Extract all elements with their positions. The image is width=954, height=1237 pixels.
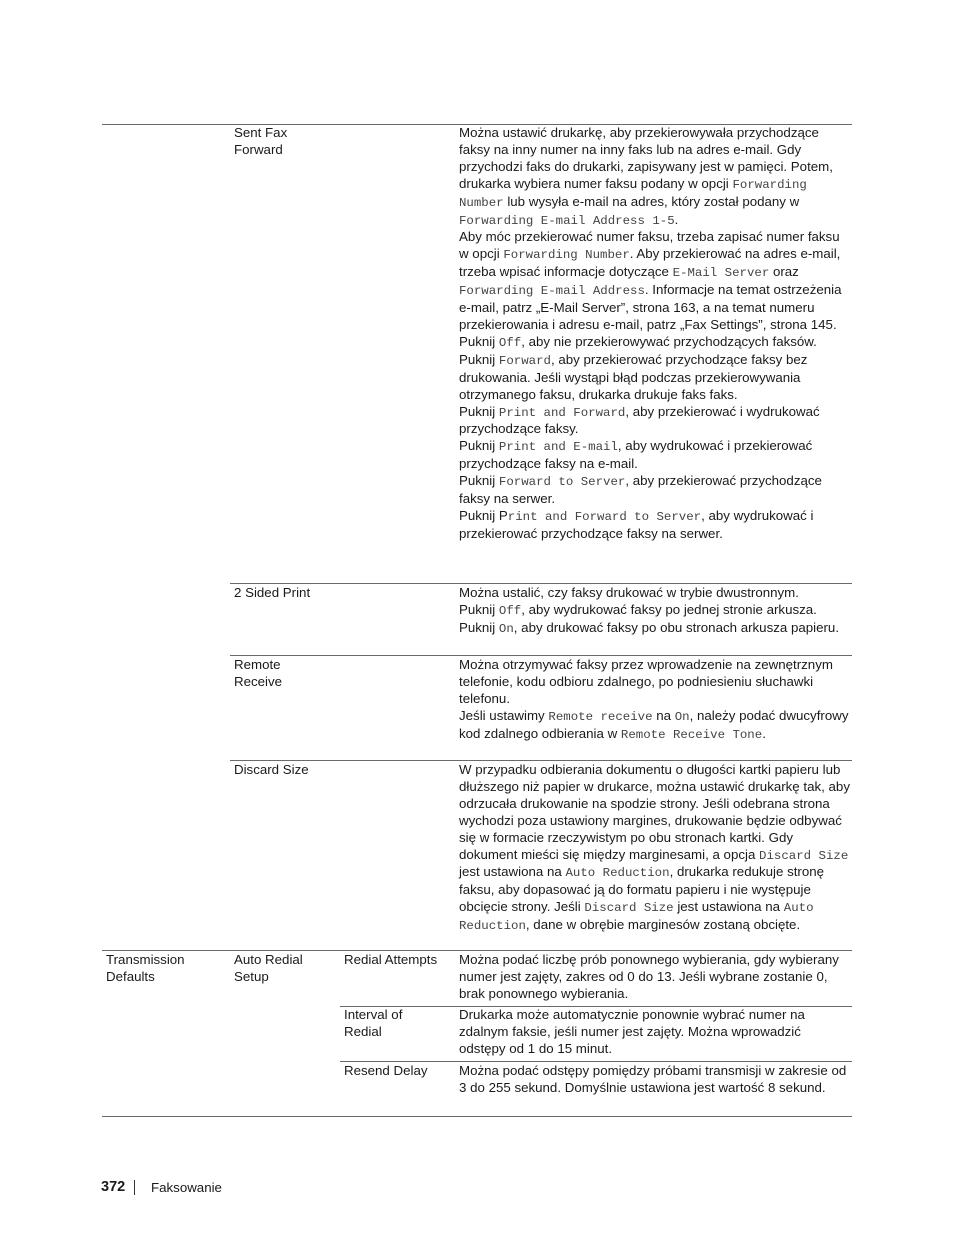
description-text: , drukarka redukuje stronę faksu, aby dopasować ją do formatu papieru i nie występuje obcięcie strony. Jeśli — [459, 864, 825, 915]
description-text: , aby wydrukować i przekierować przychodzące faksy na serwer. — [459, 507, 814, 541]
setting-value-text: On — [674, 709, 690, 724]
description-paragraph — [459, 334, 851, 352]
group-name-transmission-defaults: Transmission Defaults — [106, 952, 185, 984]
description-paragraph — [459, 602, 851, 620]
setting-description-redial-attempts — [459, 952, 851, 1003]
setting-description-resend-delay — [459, 1063, 851, 1097]
row-divider — [102, 950, 852, 951]
setting-name-2-sided-print: 2 Sided Print — [234, 585, 311, 600]
setting-description-sent-fax-forward — [459, 125, 851, 543]
description-paragraph — [459, 352, 851, 404]
description-text: . — [674, 211, 679, 227]
setting-value-text: Off — [498, 603, 522, 618]
description-paragraph — [459, 620, 851, 638]
description-paragraph — [459, 473, 851, 508]
description-text: . Informacje na temat ostrzeżenia e-mail, patrz „E-Mail Server”, strona 163, a na temat numeru przekierowania i adresu e-mail, patrz „Fax Settings”, strona 145. — [459, 282, 842, 332]
subgroup-name-auto-redial-setup: Auto Redial Setup — [234, 952, 303, 984]
description-paragraph — [459, 508, 851, 543]
description-text: Można podać liczbę prób ponownego wybierania, gdy wybierany numer jest zajęty, zakres od 0 do 13. Jeśli wybrane zostanie 0, brak ponownego wybierania. — [459, 952, 839, 1001]
description-text: Puknij — [459, 619, 499, 635]
description-text: Puknij — [459, 403, 499, 419]
setting-name-redial-attempts: Redial Attempts — [344, 952, 438, 967]
description-paragraph — [459, 1063, 851, 1097]
description-text: , aby nie przekierowywać przychodzących faksów. — [521, 333, 817, 349]
page-number: 372 — [101, 1179, 126, 1195]
description-text: , aby przekierować przychodzące faksy na serwer. — [459, 473, 822, 507]
setting-value-text: Forwarding Number — [459, 177, 807, 210]
description-text: W przypadku odbierania dokumentu o długości kartki papieru lub dłuższego niż papier w drukarce, można ustawić drukarkę tak, aby odrzucała drukowanie na spodzie strony. Jeśli odebrana strona wychodzi poza ustawiony margines, drukowanie będzie odbywać się w formacie rzeczywistym po obu stronach kartki. Gdy dokument mieści się między marginesami, a opcja — [459, 762, 850, 862]
description-text: Puknij — [459, 438, 499, 454]
description-text: Drukarka może automatycznie ponownie wybrać numer na zdalnym faksie, jeśli numer jest zajęty. Można wprowadzić odstępy od 1 do 15 minut. — [459, 1007, 805, 1056]
setting-name-remote-receive: Remote Receive — [234, 657, 283, 689]
description-paragraph — [459, 404, 851, 439]
setting-name-discard-size: Discard Size — [234, 762, 309, 777]
description-text: jest ustawiona na — [673, 899, 784, 915]
description-text: Można ustawić drukarkę, aby przekierowywała przychodzące faksy na inny numer na inny faks lub na adres e-mail. Gdy przychodzi faks do drukarki, zapisywany jest w pamięci. Potem, drukarka wybiera numer faksu podany w opcji — [459, 125, 833, 191]
setting-value-text: Forwarding E-mail Address 1-5 — [459, 213, 675, 228]
description-text: Puknij P — [459, 507, 508, 523]
row-divider — [230, 760, 852, 761]
description-text: Można podać odstępy pomiędzy próbami transmisji w zakresie od 3 do 255 sekund. Domyślnie ustawiona jest wartość 8 sekund. — [459, 1063, 847, 1095]
description-text: Puknij — [459, 333, 499, 349]
setting-name-interval-of-redial: Interval of Redial — [344, 1007, 403, 1039]
description-text: jest ustawiona na — [459, 864, 566, 880]
setting-value-text: Print and Forward — [498, 405, 626, 420]
description-paragraph — [459, 125, 851, 229]
description-text: , aby przekierować przychodzące faksy bez drukowania. Jeśli wystąpi błąd podczas przekierowywania otrzymanego faksu, drukarka drukuje faks faks. — [459, 351, 808, 402]
description-text: Można otrzymywać faksy przez wprowadzenie na zewnętrznym telefonie, kodu odbioru zdalnego, po podniesieniu słuchawki telefonu. — [459, 657, 833, 706]
description-text: , aby wydrukować faksy po jednej stronie arkusza. — [521, 601, 817, 617]
setting-value-text: Print and E-mail — [498, 440, 618, 455]
setting-value-text: Remote Receive Tone — [620, 727, 763, 742]
description-text: , aby przekierować i wydrukować przychodzące faksy. — [459, 403, 820, 437]
setting-description-2-sided-print — [459, 585, 851, 638]
description-text: . — [762, 725, 766, 741]
footer-divider — [134, 1180, 135, 1195]
setting-name-resend-delay: Resend Delay — [344, 1063, 428, 1078]
setting-value-text: Forward — [498, 353, 551, 368]
row-divider — [230, 583, 852, 584]
setting-description-remote-receive — [459, 657, 851, 744]
setting-value-text: Auto Reduction — [459, 901, 814, 934]
description-text: , aby wydrukować i przekierować przychodzące faksy na e-mail. — [459, 438, 813, 472]
description-text: , należy podać dwucyfrowy kod zdalnego odbierania w — [459, 707, 849, 741]
setting-value-text: On — [498, 621, 514, 636]
setting-value-text: rint and Forward to Server — [507, 509, 702, 524]
description-text: , aby drukować faksy po obu stronach arkusza papieru. — [513, 619, 840, 635]
setting-name-sent-fax-forward: Sent Fax Forward — [234, 125, 288, 157]
description-paragraph — [459, 952, 851, 1003]
description-paragraph — [459, 762, 851, 935]
description-text: , dane w obrębie marginesów zostaną obcięte. — [525, 917, 801, 933]
row-divider — [340, 1061, 852, 1062]
description-paragraph — [459, 1007, 851, 1058]
setting-description-discard-size — [459, 762, 851, 935]
description-text: na — [652, 707, 675, 723]
setting-value-text: Remote receive — [548, 709, 653, 724]
section-title: Faksowanie — [151, 1180, 222, 1195]
setting-value-text: Forward to Server — [498, 475, 626, 490]
description-paragraph — [459, 438, 851, 473]
table-bottom-rule — [102, 1116, 852, 1117]
description-text: oraz — [769, 264, 799, 280]
description-text: Aby móc przekierować numer faksu, trzeba zapisać numer faksu w opcji — [459, 229, 840, 262]
setting-description-interval-of-redial — [459, 1007, 851, 1058]
description-text: Jeśli ustawimy — [459, 707, 549, 723]
description-paragraph — [459, 657, 851, 708]
description-text: Puknij — [459, 351, 499, 367]
description-text: . Aby przekierować na adres e-mail, trzeba wpisać informacje dotyczące — [459, 246, 841, 280]
description-paragraph — [459, 585, 851, 602]
description-text: Puknij — [459, 601, 499, 617]
setting-value-text: Discard Size — [584, 901, 674, 916]
row-divider — [230, 655, 852, 656]
setting-value-text: Discard Size — [759, 848, 849, 863]
description-text: Puknij — [459, 473, 499, 489]
description-paragraph — [459, 708, 851, 744]
description-text: Można ustalić, czy faksy drukować w trybie dwustronnym. — [459, 585, 799, 600]
setting-value-text: Auto Reduction — [565, 866, 670, 881]
setting-value-text: Off — [498, 335, 522, 350]
setting-value-text: E-Mail Server — [672, 266, 770, 281]
description-paragraph — [459, 229, 851, 333]
setting-value-text: Forwarding Number — [503, 248, 630, 263]
setting-value-text: Forwarding E-mail Address — [459, 284, 645, 299]
description-text: lub wysyła e-mail na adres, który został podany w — [503, 193, 800, 209]
